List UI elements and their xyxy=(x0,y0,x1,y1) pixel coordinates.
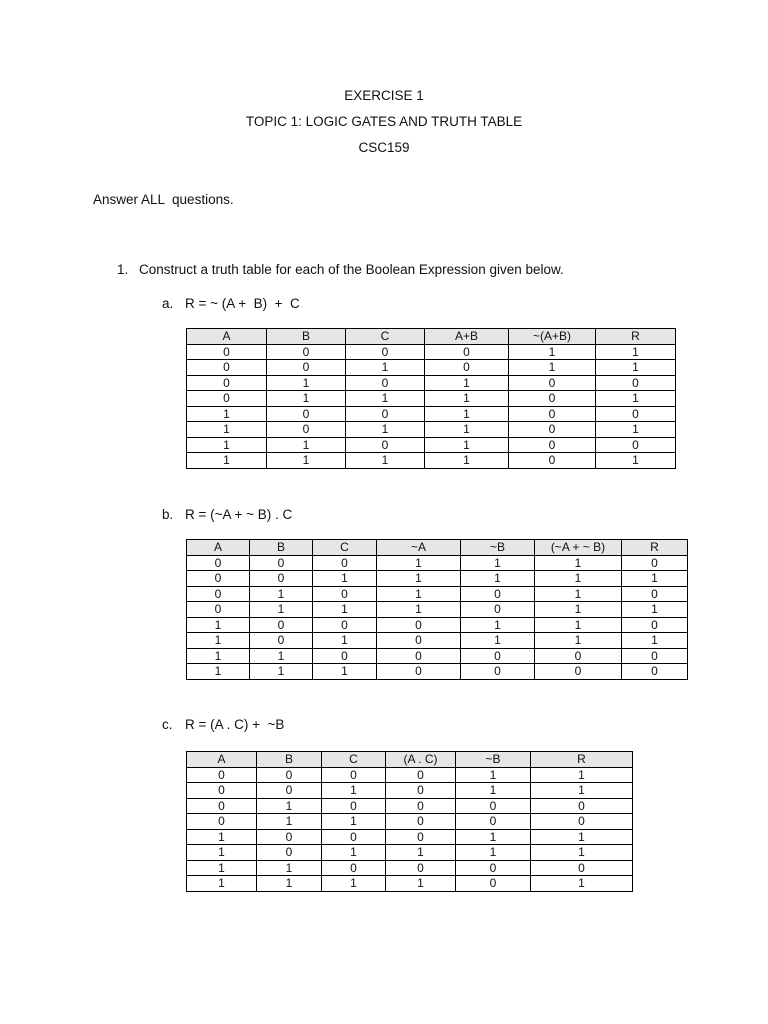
table-cell: 0 xyxy=(313,586,377,602)
table-cell: 0 xyxy=(377,648,461,664)
table-row xyxy=(187,453,676,469)
table-cell: 1 xyxy=(461,633,535,649)
table-cell: 0 xyxy=(377,664,461,680)
table-cell: 1 xyxy=(456,767,531,783)
table-cell: 1 xyxy=(267,375,346,391)
table-cell: 0 xyxy=(386,767,456,783)
table-cell: 0 xyxy=(386,798,456,814)
table-cell: 1 xyxy=(267,437,346,453)
table-cell: 0 xyxy=(250,617,313,633)
table-cell: 1 xyxy=(535,602,622,618)
table-cell: 1 xyxy=(456,845,531,861)
table-cell: 0 xyxy=(267,422,346,438)
table-cell: 1 xyxy=(535,555,622,571)
table-cell: 0 xyxy=(346,344,425,360)
table-row xyxy=(187,391,676,407)
table-cell: 0 xyxy=(596,406,676,422)
table-cell: 0 xyxy=(187,798,257,814)
table-cell: 1 xyxy=(257,798,322,814)
table-cell: 0 xyxy=(187,375,267,391)
table-cell: 0 xyxy=(622,555,688,571)
table-cell: 1 xyxy=(313,664,377,680)
table-cell: 1 xyxy=(187,422,267,438)
table-cell: 1 xyxy=(596,422,676,438)
table-cell: 0 xyxy=(509,453,596,469)
column-header: A xyxy=(187,329,267,345)
part-c-letter: c. xyxy=(162,717,173,732)
table-cell: 1 xyxy=(377,571,461,587)
question-number: 1. xyxy=(117,262,129,277)
table-cell: 0 xyxy=(509,406,596,422)
table-row xyxy=(187,767,633,783)
table-cell: 0 xyxy=(322,798,386,814)
table-cell: 0 xyxy=(461,664,535,680)
table-cell: 0 xyxy=(596,437,676,453)
column-header: B xyxy=(257,752,322,768)
table-cell: 1 xyxy=(346,453,425,469)
table-cell: 1 xyxy=(531,876,633,892)
table-row xyxy=(187,375,676,391)
table-row xyxy=(187,571,688,587)
table-cell: 1 xyxy=(535,571,622,587)
table-cell: 1 xyxy=(313,571,377,587)
table-cell: 0 xyxy=(313,555,377,571)
table-cell: 1 xyxy=(425,422,509,438)
table-cell: 1 xyxy=(377,602,461,618)
table-cell: 0 xyxy=(257,767,322,783)
table-cell: 1 xyxy=(596,360,676,376)
table-cell: 1 xyxy=(267,391,346,407)
table-cell: 1 xyxy=(509,344,596,360)
table-cell: 1 xyxy=(425,437,509,453)
table-cell: 1 xyxy=(257,860,322,876)
table-cell: 1 xyxy=(346,422,425,438)
truth-table-c xyxy=(186,751,633,892)
table-cell: 0 xyxy=(313,617,377,633)
table-cell: 0 xyxy=(531,860,633,876)
table-cell: 0 xyxy=(509,437,596,453)
table-cell: 0 xyxy=(386,860,456,876)
table-cell: 0 xyxy=(322,829,386,845)
table-cell: 0 xyxy=(250,555,313,571)
table-cell: 1 xyxy=(257,876,322,892)
table-cell: 0 xyxy=(187,344,267,360)
column-header: R xyxy=(596,329,676,345)
table-cell: 0 xyxy=(187,571,250,587)
table-cell: 1 xyxy=(509,360,596,376)
table-cell: 0 xyxy=(535,664,622,680)
column-header: A+B xyxy=(425,329,509,345)
table-cell: 1 xyxy=(250,664,313,680)
table-cell: 1 xyxy=(456,829,531,845)
table-cell: 1 xyxy=(187,876,257,892)
table-cell: 0 xyxy=(346,406,425,422)
table-cell: 1 xyxy=(622,602,688,618)
table-cell: 1 xyxy=(187,406,267,422)
table-cell: 0 xyxy=(509,375,596,391)
table-cell: 0 xyxy=(250,571,313,587)
table-cell: 0 xyxy=(622,648,688,664)
table-header-row xyxy=(187,752,633,768)
table-cell: 1 xyxy=(322,783,386,799)
table-cell: 1 xyxy=(535,633,622,649)
table-cell: 0 xyxy=(461,648,535,664)
table-cell: 1 xyxy=(535,586,622,602)
table-cell: 1 xyxy=(346,360,425,376)
exercise-title: EXERCISE 1 xyxy=(344,88,424,103)
table-cell: 0 xyxy=(377,633,461,649)
table-cell: 1 xyxy=(250,602,313,618)
table-cell: 1 xyxy=(313,602,377,618)
column-header: A xyxy=(187,540,250,556)
table-cell: 0 xyxy=(425,360,509,376)
table-cell: 1 xyxy=(313,633,377,649)
table-cell: 0 xyxy=(461,586,535,602)
table-cell: 0 xyxy=(622,664,688,680)
table-cell: 0 xyxy=(531,814,633,830)
table-cell: 0 xyxy=(322,767,386,783)
table-cell: 0 xyxy=(187,767,257,783)
table-cell: 1 xyxy=(377,555,461,571)
table-cell: 0 xyxy=(596,375,676,391)
table-cell: 1 xyxy=(187,648,250,664)
table-cell: 0 xyxy=(377,617,461,633)
topic-title: TOPIC 1: LOGIC GATES AND TRUTH TABLE xyxy=(245,114,523,129)
column-header: B xyxy=(250,540,313,556)
table-cell: 1 xyxy=(531,783,633,799)
part-b-letter: b. xyxy=(162,507,174,522)
table-cell: 1 xyxy=(346,391,425,407)
table-row xyxy=(187,783,633,799)
table-row xyxy=(187,586,688,602)
column-header: ~A xyxy=(377,540,461,556)
table-cell: 0 xyxy=(622,586,688,602)
table-cell: 1 xyxy=(425,391,509,407)
table-row xyxy=(187,406,676,422)
table-row xyxy=(187,798,633,814)
table-row xyxy=(187,602,688,618)
table-cell: 1 xyxy=(461,617,535,633)
table-cell: 1 xyxy=(322,814,386,830)
table-cell: 1 xyxy=(322,876,386,892)
table-cell: 0 xyxy=(257,845,322,861)
table-cell: 1 xyxy=(596,344,676,360)
table-cell: 0 xyxy=(535,648,622,664)
table-cell: 0 xyxy=(313,648,377,664)
column-header: ~B xyxy=(461,540,535,556)
column-header: ~(A+B) xyxy=(509,329,596,345)
column-header: A xyxy=(187,752,257,768)
table-cell: 0 xyxy=(456,860,531,876)
table-cell: 1 xyxy=(257,814,322,830)
table-cell: 0 xyxy=(456,876,531,892)
table-cell: 0 xyxy=(187,586,250,602)
table-row xyxy=(187,360,676,376)
column-header: C xyxy=(313,540,377,556)
table-cell: 1 xyxy=(250,648,313,664)
table-cell: 1 xyxy=(386,845,456,861)
table-cell: 1 xyxy=(425,375,509,391)
table-header-row xyxy=(187,329,676,345)
table-row xyxy=(187,344,676,360)
table-cell: 0 xyxy=(509,391,596,407)
table-cell: 0 xyxy=(187,814,257,830)
table-cell: 0 xyxy=(456,798,531,814)
table-cell: 0 xyxy=(257,829,322,845)
table-cell: 0 xyxy=(267,360,346,376)
table-cell: 0 xyxy=(456,814,531,830)
table-cell: 1 xyxy=(250,586,313,602)
column-header: (~A + ~ B) xyxy=(535,540,622,556)
table-cell: 0 xyxy=(187,391,267,407)
table-cell: 0 xyxy=(386,783,456,799)
table-header-row xyxy=(187,540,688,556)
table-cell: 0 xyxy=(622,617,688,633)
table-row xyxy=(187,617,688,633)
question-text: Construct a truth table for each of the Boolean Expression given below. xyxy=(139,262,564,277)
table-cell: 1 xyxy=(425,453,509,469)
table-cell: 0 xyxy=(267,406,346,422)
table-cell: 1 xyxy=(425,406,509,422)
table-cell: 0 xyxy=(257,783,322,799)
table-cell: 1 xyxy=(386,876,456,892)
table-cell: 1 xyxy=(461,571,535,587)
table-cell: 1 xyxy=(187,664,250,680)
table-cell: 1 xyxy=(535,617,622,633)
table-cell: 1 xyxy=(622,633,688,649)
table-cell: 1 xyxy=(322,845,386,861)
table-row xyxy=(187,814,633,830)
table-cell: 1 xyxy=(187,633,250,649)
table-row xyxy=(187,648,688,664)
part-a-letter: a. xyxy=(162,296,174,311)
table-cell: 0 xyxy=(425,344,509,360)
table-cell: 0 xyxy=(250,633,313,649)
part-a-expression: R = ~ (A + B) + C xyxy=(185,296,300,311)
column-header: ~B xyxy=(456,752,531,768)
table-cell: 0 xyxy=(346,437,425,453)
column-header: R xyxy=(531,752,633,768)
table-cell: 0 xyxy=(187,360,267,376)
table-cell: 1 xyxy=(187,617,250,633)
column-header: (A . C) xyxy=(386,752,456,768)
table-cell: 0 xyxy=(187,555,250,571)
table-row xyxy=(187,860,633,876)
table-cell: 0 xyxy=(509,422,596,438)
table-cell: 1 xyxy=(622,571,688,587)
table-cell: 1 xyxy=(377,586,461,602)
table-cell: 1 xyxy=(267,453,346,469)
table-cell: 1 xyxy=(531,845,633,861)
table-cell: 1 xyxy=(531,767,633,783)
table-row xyxy=(187,876,633,892)
table-cell: 1 xyxy=(456,783,531,799)
table-cell: 0 xyxy=(322,860,386,876)
table-cell: 0 xyxy=(461,602,535,618)
table-cell: 1 xyxy=(461,555,535,571)
table-cell: 1 xyxy=(596,453,676,469)
course-code: CSC159 xyxy=(358,140,410,155)
table-cell: 0 xyxy=(187,602,250,618)
table-row xyxy=(187,829,633,845)
table-cell: 1 xyxy=(187,437,267,453)
table-cell: 1 xyxy=(187,845,257,861)
part-c-expression: R = (A . C) + ~B xyxy=(185,717,285,732)
table-row xyxy=(187,555,688,571)
truth-table-a xyxy=(186,328,676,469)
table-cell: 1 xyxy=(187,453,267,469)
table-cell: 0 xyxy=(386,829,456,845)
instructions: Answer ALL questions. xyxy=(93,192,234,207)
table-cell: 0 xyxy=(346,375,425,391)
column-header: C xyxy=(346,329,425,345)
table-cell: 1 xyxy=(187,860,257,876)
column-header: C xyxy=(322,752,386,768)
table-cell: 0 xyxy=(267,344,346,360)
table-cell: 0 xyxy=(531,798,633,814)
table-row xyxy=(187,664,688,680)
table-row xyxy=(187,422,676,438)
table-row xyxy=(187,845,633,861)
table-cell: 1 xyxy=(187,829,257,845)
column-header: B xyxy=(267,329,346,345)
table-cell: 1 xyxy=(531,829,633,845)
table-cell: 0 xyxy=(187,783,257,799)
table-cell: 0 xyxy=(386,814,456,830)
table-row xyxy=(187,633,688,649)
part-b-expression: R = (~A + ~ B) . C xyxy=(185,507,293,522)
column-header: R xyxy=(622,540,688,556)
table-cell: 1 xyxy=(596,391,676,407)
truth-table-b xyxy=(186,539,688,680)
table-row xyxy=(187,437,676,453)
